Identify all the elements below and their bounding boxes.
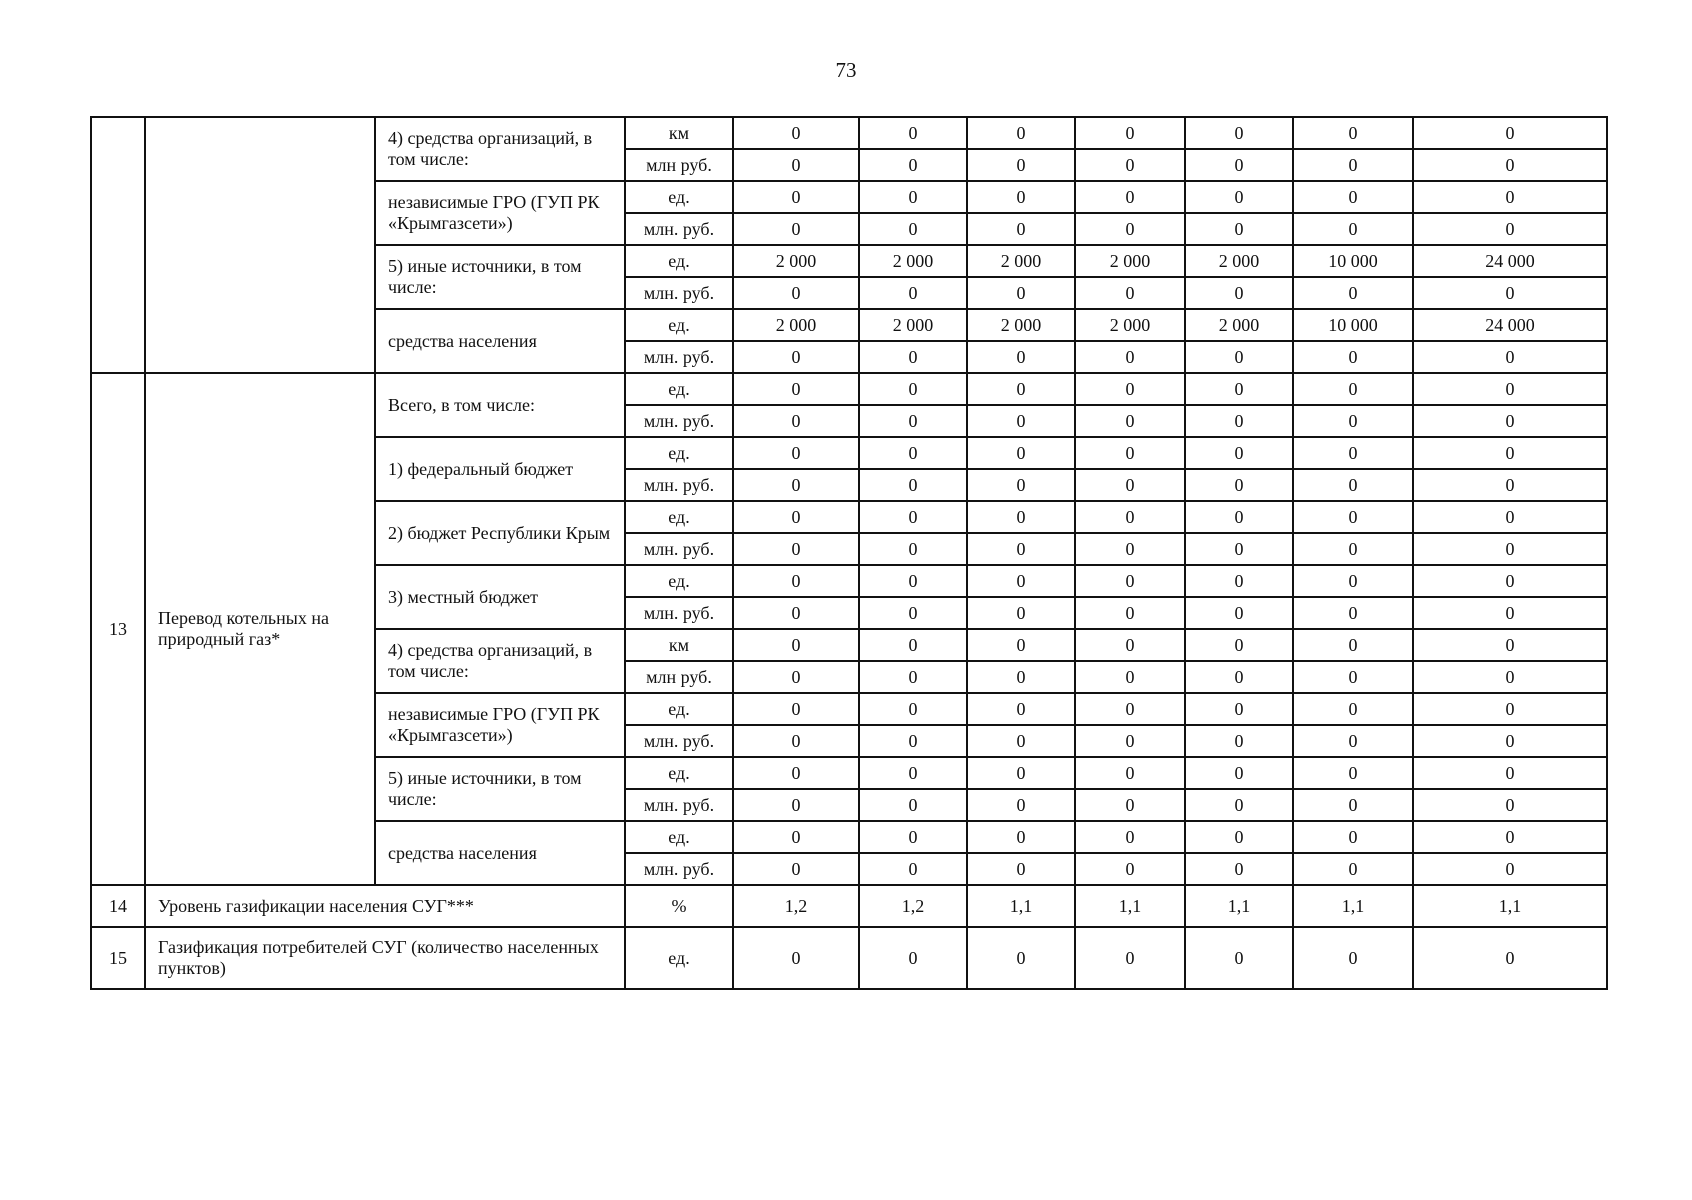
value-cell: 2 000	[859, 245, 967, 277]
indicator-name-cell: Перевод котельных на природный газ*	[145, 373, 375, 885]
funding-source-cell: 1) федеральный бюджет	[375, 437, 625, 501]
value-cell: 0	[1185, 661, 1293, 693]
unit-cell: млн руб.	[625, 149, 733, 181]
value-cell: 24 000	[1413, 245, 1607, 277]
unit-cell: млн. руб.	[625, 597, 733, 629]
value-cell: 0	[1413, 117, 1607, 149]
table-row	[91, 885, 1607, 927]
unit-cell: ед.	[625, 309, 733, 341]
value-cell: 1,2	[859, 885, 967, 927]
value-cell: 0	[1075, 181, 1185, 213]
value-cell: 0	[733, 373, 859, 405]
unit-cell: млн. руб.	[625, 533, 733, 565]
row-number-cell: 13	[91, 373, 145, 885]
value-cell: 0	[733, 853, 859, 885]
value-cell: 10 000	[1293, 245, 1413, 277]
value-cell: 0	[859, 693, 967, 725]
value-cell: 0	[1413, 277, 1607, 309]
value-cell: 0	[967, 437, 1075, 469]
table-body	[91, 117, 1607, 989]
value-cell: 0	[1075, 149, 1185, 181]
value-cell: 0	[1185, 789, 1293, 821]
value-cell: 1,2	[733, 885, 859, 927]
funding-source-cell: независимые ГРО (ГУП РК «Крымгазсети»)	[375, 181, 625, 245]
unit-cell: км	[625, 117, 733, 149]
value-cell: 2 000	[733, 245, 859, 277]
value-cell: 0	[1293, 789, 1413, 821]
value-cell: 0	[1293, 213, 1413, 245]
value-cell: 0	[733, 437, 859, 469]
value-cell: 0	[1185, 341, 1293, 373]
value-cell: 0	[859, 341, 967, 373]
value-cell: 0	[733, 725, 859, 757]
value-cell: 0	[1293, 533, 1413, 565]
value-cell: 0	[1293, 117, 1413, 149]
value-cell: 0	[733, 661, 859, 693]
value-cell: 2 000	[1075, 245, 1185, 277]
value-cell: 0	[733, 469, 859, 501]
value-cell: 0	[1293, 757, 1413, 789]
value-cell: 0	[1413, 437, 1607, 469]
value-cell: 0	[733, 789, 859, 821]
value-cell: 0	[1185, 149, 1293, 181]
value-cell: 0	[967, 725, 1075, 757]
value-cell: 0	[1075, 853, 1185, 885]
value-cell: 2 000	[1075, 309, 1185, 341]
value-cell: 0	[859, 757, 967, 789]
value-cell: 1,1	[967, 885, 1075, 927]
unit-cell: млн. руб.	[625, 789, 733, 821]
value-cell: 0	[1413, 927, 1607, 989]
value-cell: 2 000	[967, 245, 1075, 277]
value-cell: 0	[1075, 213, 1185, 245]
value-cell: 0	[1185, 629, 1293, 661]
value-cell: 0	[1413, 757, 1607, 789]
value-cell: 0	[1293, 629, 1413, 661]
value-cell: 0	[859, 405, 967, 437]
value-cell: 0	[967, 117, 1075, 149]
value-cell: 0	[967, 853, 1075, 885]
value-cell: 0	[733, 501, 859, 533]
value-cell: 0	[1413, 373, 1607, 405]
value-cell: 0	[1185, 597, 1293, 629]
value-cell: 0	[1293, 277, 1413, 309]
funding-source-cell: 4) средства организаций, в том числе:	[375, 629, 625, 693]
unit-cell: ед.	[625, 821, 733, 853]
value-cell: 0	[1413, 565, 1607, 597]
value-cell: 0	[859, 597, 967, 629]
value-cell: 0	[1413, 533, 1607, 565]
value-cell: 0	[1413, 629, 1607, 661]
value-cell: 0	[967, 469, 1075, 501]
value-cell: 0	[1185, 469, 1293, 501]
value-cell: 0	[1413, 853, 1607, 885]
value-cell: 0	[733, 149, 859, 181]
value-cell: 0	[1185, 821, 1293, 853]
funding-source-cell: средства населения	[375, 309, 625, 373]
value-cell: 0	[1075, 661, 1185, 693]
value-cell: 0	[967, 821, 1075, 853]
unit-cell: ед.	[625, 437, 733, 469]
value-cell: 0	[733, 533, 859, 565]
funding-source-cell: средства населения	[375, 821, 625, 885]
indicator-name-cell: Уровень газификации населения СУГ***	[145, 885, 625, 927]
value-cell: 0	[967, 501, 1075, 533]
value-cell: 0	[967, 629, 1075, 661]
value-cell: 0	[859, 149, 967, 181]
value-cell: 0	[1413, 725, 1607, 757]
value-cell: 0	[859, 629, 967, 661]
value-cell: 0	[1075, 927, 1185, 989]
unit-cell: ед.	[625, 693, 733, 725]
value-cell: 0	[967, 597, 1075, 629]
value-cell: 0	[1293, 501, 1413, 533]
value-cell: 0	[1413, 597, 1607, 629]
value-cell: 0	[967, 565, 1075, 597]
value-cell: 0	[1293, 149, 1413, 181]
value-cell: 0	[967, 373, 1075, 405]
value-cell: 0	[1413, 213, 1607, 245]
unit-cell: ед.	[625, 373, 733, 405]
value-cell: 0	[1293, 341, 1413, 373]
value-cell: 0	[1413, 469, 1607, 501]
value-cell: 0	[1075, 341, 1185, 373]
value-cell: 0	[1185, 565, 1293, 597]
page-number: 73	[835, 58, 857, 82]
value-cell: 0	[859, 213, 967, 245]
value-cell: 0	[733, 597, 859, 629]
value-cell: 0	[733, 181, 859, 213]
value-cell: 0	[1075, 757, 1185, 789]
value-cell: 0	[733, 757, 859, 789]
value-cell: 0	[1075, 597, 1185, 629]
value-cell: 0	[1413, 341, 1607, 373]
value-cell: 0	[1075, 533, 1185, 565]
value-cell: 0	[859, 821, 967, 853]
unit-cell: ед.	[625, 501, 733, 533]
value-cell: 0	[1075, 277, 1185, 309]
value-cell: 0	[733, 821, 859, 853]
value-cell: 0	[733, 405, 859, 437]
value-cell: 0	[733, 213, 859, 245]
value-cell: 1,1	[1293, 885, 1413, 927]
value-cell: 0	[1185, 725, 1293, 757]
indicator-name-cell: Газификация потребителей СУГ (количество населенных пунктов)	[145, 927, 625, 989]
value-cell: 0	[967, 277, 1075, 309]
value-cell: 0	[1293, 437, 1413, 469]
value-cell: 0	[1413, 661, 1607, 693]
value-cell: 0	[859, 437, 967, 469]
value-cell: 0	[859, 277, 967, 309]
value-cell: 0	[1293, 725, 1413, 757]
value-cell: 0	[967, 927, 1075, 989]
value-cell: 0	[967, 405, 1075, 437]
value-cell: 2 000	[733, 309, 859, 341]
value-cell: 0	[1413, 821, 1607, 853]
row-number-cell: 14	[91, 885, 145, 927]
value-cell: 0	[1185, 533, 1293, 565]
funding-source-cell: независимые ГРО (ГУП РК «Крымгазсети»)	[375, 693, 625, 757]
value-cell: 1,1	[1185, 885, 1293, 927]
value-cell: 0	[859, 725, 967, 757]
unit-cell: млн. руб.	[625, 213, 733, 245]
value-cell: 0	[1293, 469, 1413, 501]
value-cell: 2 000	[1185, 309, 1293, 341]
funding-source-cell: 5) иные источники, в том числе:	[375, 757, 625, 821]
row-number-cell	[91, 117, 145, 373]
value-cell: 0	[1413, 181, 1607, 213]
value-cell: 0	[1293, 693, 1413, 725]
value-cell: 0	[733, 927, 859, 989]
value-cell: 0	[1293, 181, 1413, 213]
value-cell: 0	[1075, 469, 1185, 501]
value-cell: 0	[859, 533, 967, 565]
funding-source-cell: Всего, в том числе:	[375, 373, 625, 437]
value-cell: 0	[1185, 437, 1293, 469]
value-cell: 0	[859, 501, 967, 533]
value-cell: 0	[1075, 373, 1185, 405]
value-cell: 0	[1413, 149, 1607, 181]
funding-source-cell: 4) средства организаций, в том числе:	[375, 117, 625, 181]
value-cell: 0	[1185, 927, 1293, 989]
unit-cell: ед.	[625, 927, 733, 989]
value-cell: 0	[733, 629, 859, 661]
table-row	[91, 927, 1607, 989]
value-cell: 0	[1185, 213, 1293, 245]
value-cell: 0	[1075, 821, 1185, 853]
value-cell: 10 000	[1293, 309, 1413, 341]
value-cell: 0	[1185, 693, 1293, 725]
value-cell: 0	[1293, 661, 1413, 693]
value-cell: 0	[859, 373, 967, 405]
value-cell: 2 000	[859, 309, 967, 341]
value-cell: 0	[967, 661, 1075, 693]
value-cell: 0	[859, 661, 967, 693]
value-cell: 0	[1293, 597, 1413, 629]
value-cell: 0	[859, 853, 967, 885]
table-row	[91, 117, 1607, 149]
unit-cell: %	[625, 885, 733, 927]
value-cell: 0	[1185, 501, 1293, 533]
value-cell: 0	[733, 117, 859, 149]
value-cell: 0	[1413, 405, 1607, 437]
unit-cell: ед.	[625, 245, 733, 277]
unit-cell: млн. руб.	[625, 853, 733, 885]
value-cell: 0	[733, 693, 859, 725]
value-cell: 0	[1293, 565, 1413, 597]
value-cell: 0	[967, 181, 1075, 213]
value-cell: 0	[1413, 693, 1607, 725]
unit-cell: ед.	[625, 565, 733, 597]
value-cell: 2 000	[1185, 245, 1293, 277]
value-cell: 0	[733, 277, 859, 309]
value-cell: 0	[1185, 373, 1293, 405]
value-cell: 0	[1075, 405, 1185, 437]
value-cell: 1,1	[1075, 885, 1185, 927]
value-cell: 24 000	[1413, 309, 1607, 341]
value-cell: 0	[1075, 789, 1185, 821]
value-cell: 0	[1185, 853, 1293, 885]
gasification-table	[90, 116, 1608, 990]
value-cell: 0	[733, 565, 859, 597]
value-cell: 0	[1075, 725, 1185, 757]
value-cell: 0	[967, 149, 1075, 181]
value-cell: 0	[967, 341, 1075, 373]
table-row	[91, 373, 1607, 405]
value-cell: 0	[967, 213, 1075, 245]
row-number-cell: 15	[91, 927, 145, 989]
value-cell: 0	[967, 533, 1075, 565]
value-cell: 0	[733, 341, 859, 373]
value-cell: 0	[967, 757, 1075, 789]
value-cell: 0	[1293, 373, 1413, 405]
unit-cell: млн. руб.	[625, 725, 733, 757]
value-cell: 2 000	[967, 309, 1075, 341]
value-cell: 0	[1075, 629, 1185, 661]
value-cell: 0	[859, 469, 967, 501]
value-cell: 0	[1075, 693, 1185, 725]
value-cell: 0	[1293, 821, 1413, 853]
funding-source-cell: 2) бюджет Республики Крым	[375, 501, 625, 565]
value-cell: 0	[1075, 437, 1185, 469]
value-cell: 0	[1413, 789, 1607, 821]
value-cell: 0	[1185, 277, 1293, 309]
value-cell: 0	[1185, 757, 1293, 789]
value-cell: 0	[1293, 853, 1413, 885]
unit-cell: млн. руб.	[625, 277, 733, 309]
unit-cell: км	[625, 629, 733, 661]
value-cell: 0	[1185, 117, 1293, 149]
value-cell: 0	[967, 693, 1075, 725]
unit-cell: млн. руб.	[625, 469, 733, 501]
value-cell: 0	[1293, 405, 1413, 437]
value-cell: 0	[1075, 565, 1185, 597]
value-cell: 0	[859, 789, 967, 821]
value-cell: 0	[1293, 927, 1413, 989]
value-cell: 0	[859, 927, 967, 989]
value-cell: 0	[1185, 181, 1293, 213]
value-cell: 0	[859, 565, 967, 597]
value-cell: 0	[1075, 501, 1185, 533]
value-cell: 0	[1413, 501, 1607, 533]
funding-source-cell: 3) местный бюджет	[375, 565, 625, 629]
indicator-name-cell	[145, 117, 375, 373]
value-cell: 1,1	[1413, 885, 1607, 927]
value-cell: 0	[859, 117, 967, 149]
unit-cell: ед.	[625, 757, 733, 789]
value-cell: 0	[1185, 405, 1293, 437]
value-cell: 0	[967, 789, 1075, 821]
value-cell: 0	[1075, 117, 1185, 149]
unit-cell: млн. руб.	[625, 341, 733, 373]
funding-source-cell: 5) иные источники, в том числе:	[375, 245, 625, 309]
unit-cell: млн руб.	[625, 661, 733, 693]
unit-cell: ед.	[625, 181, 733, 213]
unit-cell: млн. руб.	[625, 405, 733, 437]
value-cell: 0	[859, 181, 967, 213]
